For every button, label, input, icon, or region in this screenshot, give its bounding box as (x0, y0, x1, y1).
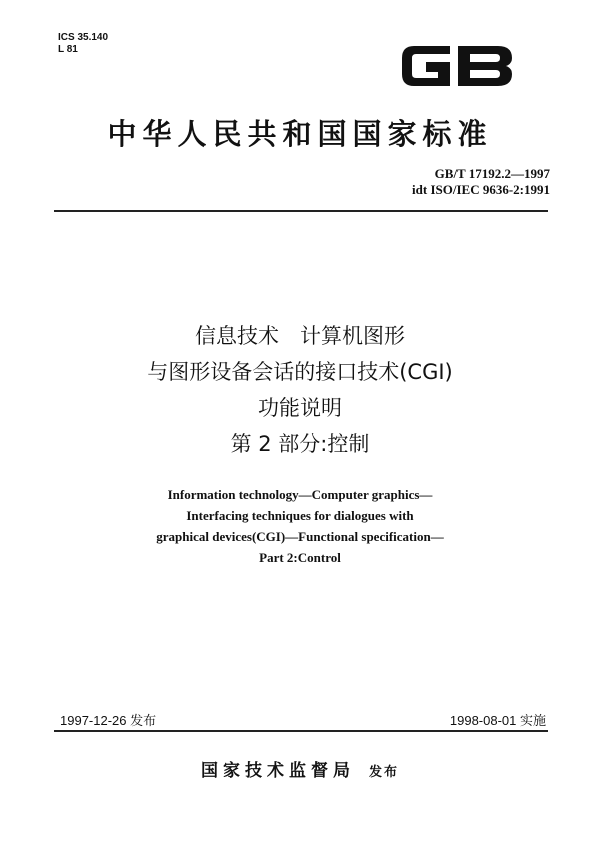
ccs-code: L 81 (58, 44, 78, 55)
chinese-title-line-2: 与图形设备会话的接口技术(CGI) (147, 360, 453, 384)
ics-code: ICS 35.140 (58, 32, 109, 43)
standard-number: GB/T 17192.2—1997 (434, 166, 550, 181)
standard-number-block (360, 166, 550, 198)
english-title-line-4: Part 2:Control (259, 550, 341, 565)
top-divider (54, 210, 548, 212)
chinese-title-line-3: 功能说明 (258, 396, 342, 420)
bottom-divider (54, 730, 548, 732)
classification-codes (58, 32, 108, 56)
issuer (0, 756, 600, 781)
issuer-label: 发布 (368, 765, 399, 780)
english-title-line-2: Interfacing techniques for dialogues with (186, 508, 414, 523)
issue-date: 1997-12-26 发布 (60, 713, 157, 728)
english-title-line-1: Information technology—Computer graphics— (167, 487, 433, 502)
english-title-line-3: graphical devices(CGI)—Functional specification— (156, 529, 444, 544)
effective-date: 1998-08-01 实施 (449, 713, 546, 728)
gb-logo (398, 38, 516, 94)
chinese-title-line-4: 第 2 部分:控制 (230, 432, 370, 456)
chinese-title (0, 318, 600, 462)
issuer-org: 国家技术监督局 (200, 761, 355, 781)
idt-reference: idt ISO/IEC 9636-2:1991 (412, 182, 550, 197)
english-title (0, 484, 600, 568)
standard-title: 中华人民共和国国家标准 (107, 117, 493, 151)
chinese-title-line-1: 信息技术 计算机图形 (195, 324, 405, 348)
